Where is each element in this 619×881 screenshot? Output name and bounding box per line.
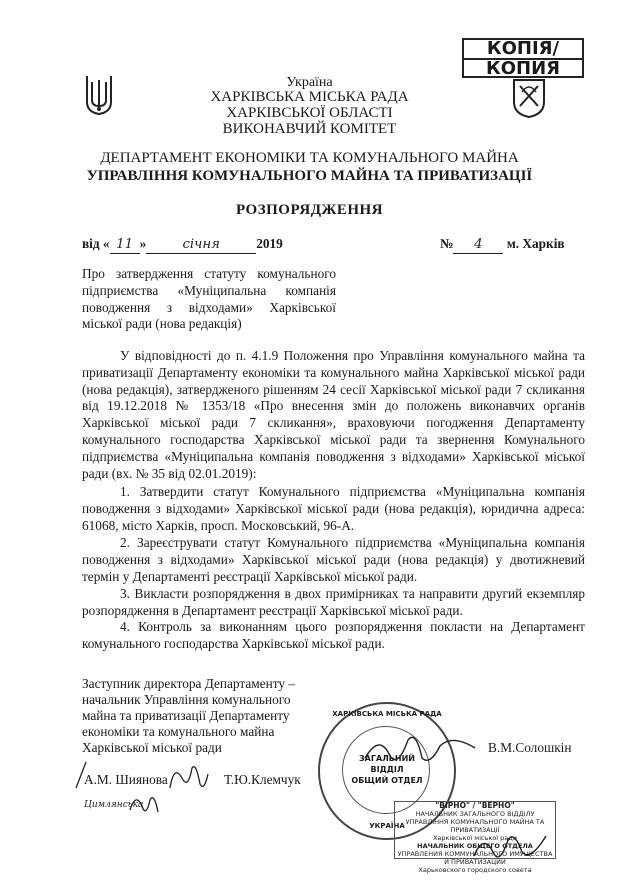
signatory-name: В.М.Солошкін (488, 740, 572, 755)
certifier-signature (470, 826, 550, 866)
round-stamp-ring-text: ХАРКІВСЬКА МІСЬКА РАДА (332, 710, 442, 718)
rect-stamp-line-3: УПРАВЛІННЯ КОМУНАЛЬНОГО МАЙНА ТА ПРИВАТИЗАЦІЇ (405, 818, 545, 834)
rect-stamp-line-7: Харьковского городского совета (418, 866, 532, 874)
document-type-title: РОЗПОРЯДЖЕННЯ (235, 202, 384, 218)
header-council: ХАРКІВСЬКА МІСЬКА РАДА (210, 89, 409, 105)
date-prefix: від « (82, 236, 110, 251)
body-item-3: 3. Викласти розпорядження в двох примірниках та направити другий екземпляр розпорядження в Департамент реєстрації Харківської міської ради. (82, 586, 585, 618)
rect-stamp-line-4: Харківської міської ради (432, 834, 518, 842)
date-line (82, 236, 302, 254)
copy-stamp-line1: КОПІЯ/ (486, 38, 560, 59)
handwritten-note: Цимлянська (84, 800, 144, 810)
date-month: січня (146, 237, 256, 254)
copy-stamp-line2: КОПИЯ (464, 58, 582, 78)
rect-stamp-line-1: "ВІРНО" / "ВЕРНО" (435, 801, 515, 810)
header-committee: ВИКОНАВЧИЙ КОМІТЕТ (222, 121, 397, 137)
signature-line-2: начальник Управління комунального (82, 692, 291, 707)
date-day: 11 (110, 237, 140, 254)
document-number: 4 (453, 237, 503, 254)
header-country: Україна (286, 75, 333, 90)
header-oblast: ХАРКІВСЬКОЇ ОБЛАСТІ (226, 105, 393, 121)
round-stamp-center-2: ВІДДІЛ (370, 765, 404, 774)
director-signature (360, 728, 480, 768)
number-label: № (440, 236, 454, 251)
body-intro: У відповідності до п. 4.1.9 Положення про Управління комунального майна та приватизації Департаменту економіки та комунального майна Харківської міської ради (нова редакція), затвердженого рішенням 24 сесії Харківської міської ради 7 скликання від 19.12.2018 № 1353/18 «Про внесення змін до положень виконавчих органів Харківської міської ради 7 скликання», враховуючи погодження Департаменту комунального господарства Харківської міської ради та звернення Комунального підприємства «Муніципальна компанія поводження з відходами» Харківської міської ради (вх. № 35 від 02.01.2019): (82, 348, 585, 481)
rect-stamp-line-2: НАЧАЛЬНИК ЗАГАЛЬНОГО ВІДДІЛУ (415, 810, 535, 818)
rect-stamp-line-5: НАЧАЛЬНИК ОБЩЕГО ОТДЕЛА (417, 842, 533, 850)
signature-line-3: майна та приватизації Департаменту (82, 708, 290, 723)
approver-1-name: А.М. Шиянова (84, 772, 168, 787)
signature-line-4: економіки та комунального майна (82, 724, 275, 739)
approver-1-signature (166, 760, 210, 794)
signature-block (82, 676, 342, 756)
number-line (440, 236, 600, 254)
city: м. Харків (506, 236, 565, 251)
date-year: 2019 (256, 236, 283, 251)
header-department: ДЕПАРТАМЕНТ ЕКОНОМІКИ ТА КОМУНАЛЬНОГО МАЙНА (100, 150, 519, 166)
round-stamp-center-3: ОБЩИЙ ОТДЕЛ (351, 776, 423, 785)
header-administration: УПРАВЛІННЯ КОМУНАЛЬНОГО МАЙНА ТА ПРИВАТИЗАЦІЇ (86, 168, 533, 184)
approver-2-name: Т.Ю.Клемчук (224, 772, 301, 787)
round-stamp-center-1: ЗАГАЛЬНИЙ (359, 754, 415, 763)
rect-stamp-line-6: УПРАВЛЕНИЯ КОММУНАЛЬНОГО ИМУЩЕСТВА И ПРИВАТИЗАЦИИ (397, 850, 553, 866)
date-mid: » (139, 236, 147, 251)
signature-line-5: Харківської міської ради (82, 740, 222, 755)
round-stamp-bottom: УКРАЇНА (369, 822, 405, 830)
body-item-1: 1. Затвердити статут Комунального підприємства «Муніципальна компанія поводження з відходами» Харківської міської ради (нова редакція), юридична адреса: 61068, місто Харків, просп. Московський, 96-А. (82, 484, 585, 533)
document-subject: Про затвердження статуту комунального підприємства «Муніципальна компанія поводження з відходами» Харківської міської ради (нова редакція) (82, 266, 336, 332)
copy-stamp (462, 38, 584, 78)
body-item-2: 2. Зареєструвати статут Комунального підприємства «Муніципальна компанія поводження з відходами» Харківської міської ради (нова редакція) у двотижневий термін у Департаменті реєстрації Харківської міської ради. (82, 535, 585, 584)
signature-line-1: Заступник директора Департаменту – (82, 676, 295, 691)
body-item-4: 4. Контроль за виконанням цього розпорядження покласти на Департамент комунального господарства Харківської міської ради. (82, 619, 585, 651)
